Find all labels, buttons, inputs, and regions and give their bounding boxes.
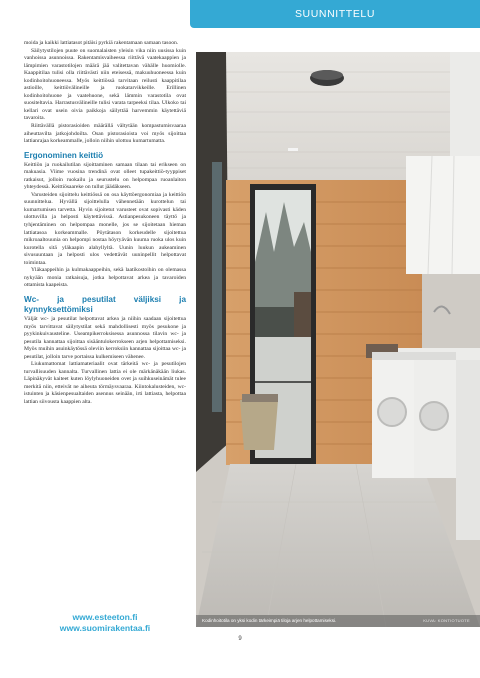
subheading: Ergonominen keittiö: [24, 150, 104, 160]
paragraph: Riittävällä pistorasioiden määrällä vältytään kompastumisvaaraa aiheuttavilta jatkojohdoilta. Osan pistorasioista voi myös sijoittaa lattianrajaa korkeammalle, jolloin niihin ulottuu kumartumatta.: [24, 123, 186, 145]
paragraph: moida ja kaikki lattiatasot pitäisi pyrkiä rakentamaan samaan tasoon.: [24, 40, 179, 46]
related-links: [24, 612, 186, 633]
paragraph: Säilytystilojen puute on suomalaisten yleisin vika niin uusissa kuin vanhoissa asunnoissa. Rakentamisvaiheessa riittävä vaatekaappien ja lämpimien varastotilojen määrä jää valitettavan vähälle huomiolle. Kaappitilaa tulisi olla riittävästi niin eteisessä, makuuhuoneessa kuin kodinhoitohuoneessa. Myös keittiössä tarvitaan reilusti kaappitilaa astioille, keittiövälineille ja ruokatarvikkeille. Erillinen kodinhoitohuone ja vaatehuone, sekä lämmin varastotila ovat suositeltavia. Harrastusvälineille tulisi varata tarpeeksi tilaa. Ulkoko tai kellari ovat usein oivia paikkoja säilyttää harvemmin käytettäviä tavaroita.: [24, 47, 186, 122]
photo-caption-bar: [196, 615, 480, 627]
laundry-room-photo: [196, 52, 480, 627]
subheading: Wc- ja pesutilat väljiksi ja kynnyksettömiksi: [24, 294, 186, 314]
paragraph: Väljät wc- ja pesutilat helpottavat arkea ja niihin saadaan sijoitettua myös tarvittavat säilytystilat sekä mahdollisesti myös pesukone ja pyykinkuivausteline. Useampikerroksisessa asunnossa tilavin wc- ja pesutila kannattaa sijoittaa sisääntulokerrokseen arjen helpottamiseksi. Myös muihin asuinkäytössä oleviin kerroksiin kannattaa sijoittaa wc- ja pesutilat, jolloin tarve portaissa kulkemiseen vähenee.: [24, 315, 186, 360]
link-esteeton[interactable]: www.esteeton.fi: [72, 612, 138, 622]
link-suomirakentaa[interactable]: www.suomirakentaa.fi: [59, 622, 151, 633]
section-label: SUUNNITTELU: [294, 8, 376, 20]
section-tab: [190, 0, 480, 28]
paragraph: Liukumattomat lattiamateriaalit ovat tärkeitä wc- ja pesutilojen turvallisuuden kannalta. Turvallinen lattia ei ole märkänäkään liukas. Läpinäkyvät kaiteet kuten löylyhuoneiden ovet ja suihkuseinämät tulee merkitä niin, etteivät ne aiheuta törmäysvaaraa. Kiintokalusteiden, wc-istuinten ja käsienpesualtaiden asennus seinään, irti lattiasta, helpottaa lattian siivousta kaappien alta.: [24, 361, 186, 405]
article-column: [24, 40, 186, 407]
paragraph: Varusteiden sijoittelu keittiössä on osa käyttöergonomiaa ja keittiön suunnittelua. Hyvällä sijoittelulla vähennetään kurottelun tai kumartumisen tarvetta. Hyvin sijoitetut varusteet ovat sopivasti käden ulottuvilla ja helposti käytettävissä. Astianpesukoneen täyttö ja tyhjentäminen on helpompaa monelle, jos se sijoitetaan hieman lattiatasoa korkeammalle. Pöytätason korkeudelle sijoitettua mikroaaltouunia on helpompi nostaa höyryävän kuuma ruoka ulos kuin kurotella sitä yläkaapin alahyllyltä. Uunin luukun aukeaminen sivusuuntaan ja helposti ulos vedettävät uuninpellit helpottavat toimintaa.: [24, 191, 186, 266]
paragraph: Yläkaappeihin ja kulmakaappeihin, sekä laatikostoihin on olemassa nykyään monia ratkaisuja, jotka helpottavat arkea ja tavaroiden ottamista kaapeista.: [24, 267, 186, 289]
paragraph: Keittiön ja ruokailutilan sijoittaminen samaan tilaan tai erikseen on makuasia. Viime vuosina trendinä ovat olleet tupakeittiö-tyyppiset ratkaisut, jolloin ruokailu ja seurustelu on helpompaa ruoanlaiton yhteydessä. Keittiösaareke on tullut jäädäkseen.: [24, 161, 186, 191]
photo-caption: Kodinhoitotila on yksi kodin tärkeimpiä tiloja arjen helpottamiseksi.: [202, 618, 337, 623]
page-number: 9: [238, 636, 242, 642]
photo-credit: KUVA: KONTIOTUOTE: [423, 618, 470, 623]
